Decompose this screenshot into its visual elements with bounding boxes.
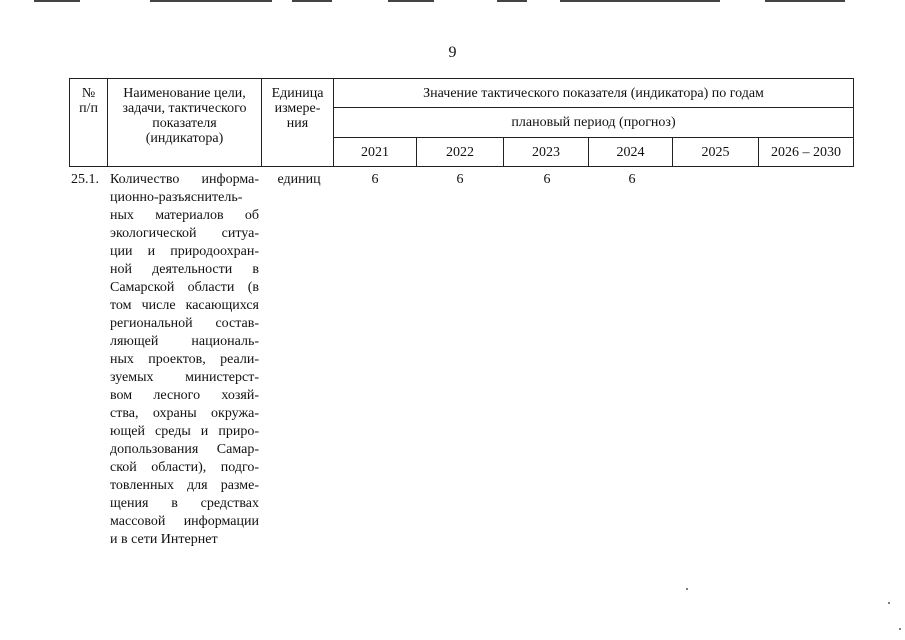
row-name-line: ющей среды и приро-	[110, 424, 259, 439]
header-values-group-title: Значение тактического показателя (индикатора) по годам	[334, 79, 854, 108]
row-name-line: ской области), подго-	[110, 460, 259, 475]
row-name-line: и в сети Интернет	[110, 532, 218, 547]
header-name-line: задачи, тактического	[122, 101, 247, 116]
header-number-abbrev: п/п	[79, 101, 98, 116]
row-unit: единиц	[277, 172, 321, 187]
row-name-line: Самарской области (в	[110, 280, 259, 295]
row-name-line: ляющей националь-	[110, 334, 259, 349]
row-value-2023: 6	[543, 172, 551, 187]
header-unit-line: ния	[286, 116, 309, 131]
row-name-line: ной деятельности в	[110, 262, 259, 277]
header-unit-line: Единица	[271, 86, 324, 101]
header-plan-period: плановый период (прогноз)	[334, 108, 854, 138]
header-year-2022: 2022	[417, 138, 504, 167]
header-name-line: Наименование цели,	[123, 86, 246, 101]
row-value-2022: 6	[456, 172, 464, 187]
row-name-line: массовой информации	[110, 514, 259, 529]
row-name-line: ции и природоохран-	[110, 244, 259, 259]
row-value-2024: 6	[628, 172, 636, 187]
header-number-symbol: №	[81, 86, 96, 101]
header-name-line: (индикатора)	[145, 131, 224, 146]
page-number: 9	[448, 44, 457, 61]
row-name-line: товленных для разме-	[110, 478, 259, 493]
row-name-line: экологической ситуа-	[110, 226, 259, 241]
header-name-line: показателя	[152, 116, 217, 131]
scan-top-edge-marks	[0, 0, 905, 3]
header-year-2025: 2025	[673, 138, 759, 167]
row-name-line: Количество информа-	[110, 172, 259, 187]
row-name-line: зуемых министерст-	[110, 370, 259, 385]
header-year-2021: 2021	[334, 138, 417, 167]
row-name-line: ционно-разъяснитель-	[110, 190, 243, 205]
row-name-line: ства, охраны окружа-	[110, 406, 259, 421]
row-name-line: вом лесного хозяй-	[110, 388, 259, 403]
row-name-line: допользования Самар-	[110, 442, 259, 457]
header-name-cell	[108, 79, 262, 167]
header-year-2024: 2024	[589, 138, 673, 167]
row-number: 25.1.	[71, 172, 99, 187]
row-name-line: том числе касающихся	[110, 298, 259, 313]
header-unit-cell	[262, 79, 334, 167]
table-header	[69, 78, 854, 167]
row-name-line: региональной состав-	[110, 316, 259, 331]
row-name-line: ных проектов, реали-	[110, 352, 259, 367]
row-value-2021: 6	[371, 172, 379, 187]
row-name-line: щения в средствах	[110, 496, 259, 511]
row-indicator-name	[110, 171, 259, 549]
row-name-line: ных материалов об	[110, 208, 259, 223]
header-unit-line: измере-	[274, 101, 321, 116]
header-year-2026-2030: 2026 – 2030	[759, 138, 854, 167]
header-number-cell	[70, 79, 108, 167]
header-year-2023: 2023	[504, 138, 589, 167]
